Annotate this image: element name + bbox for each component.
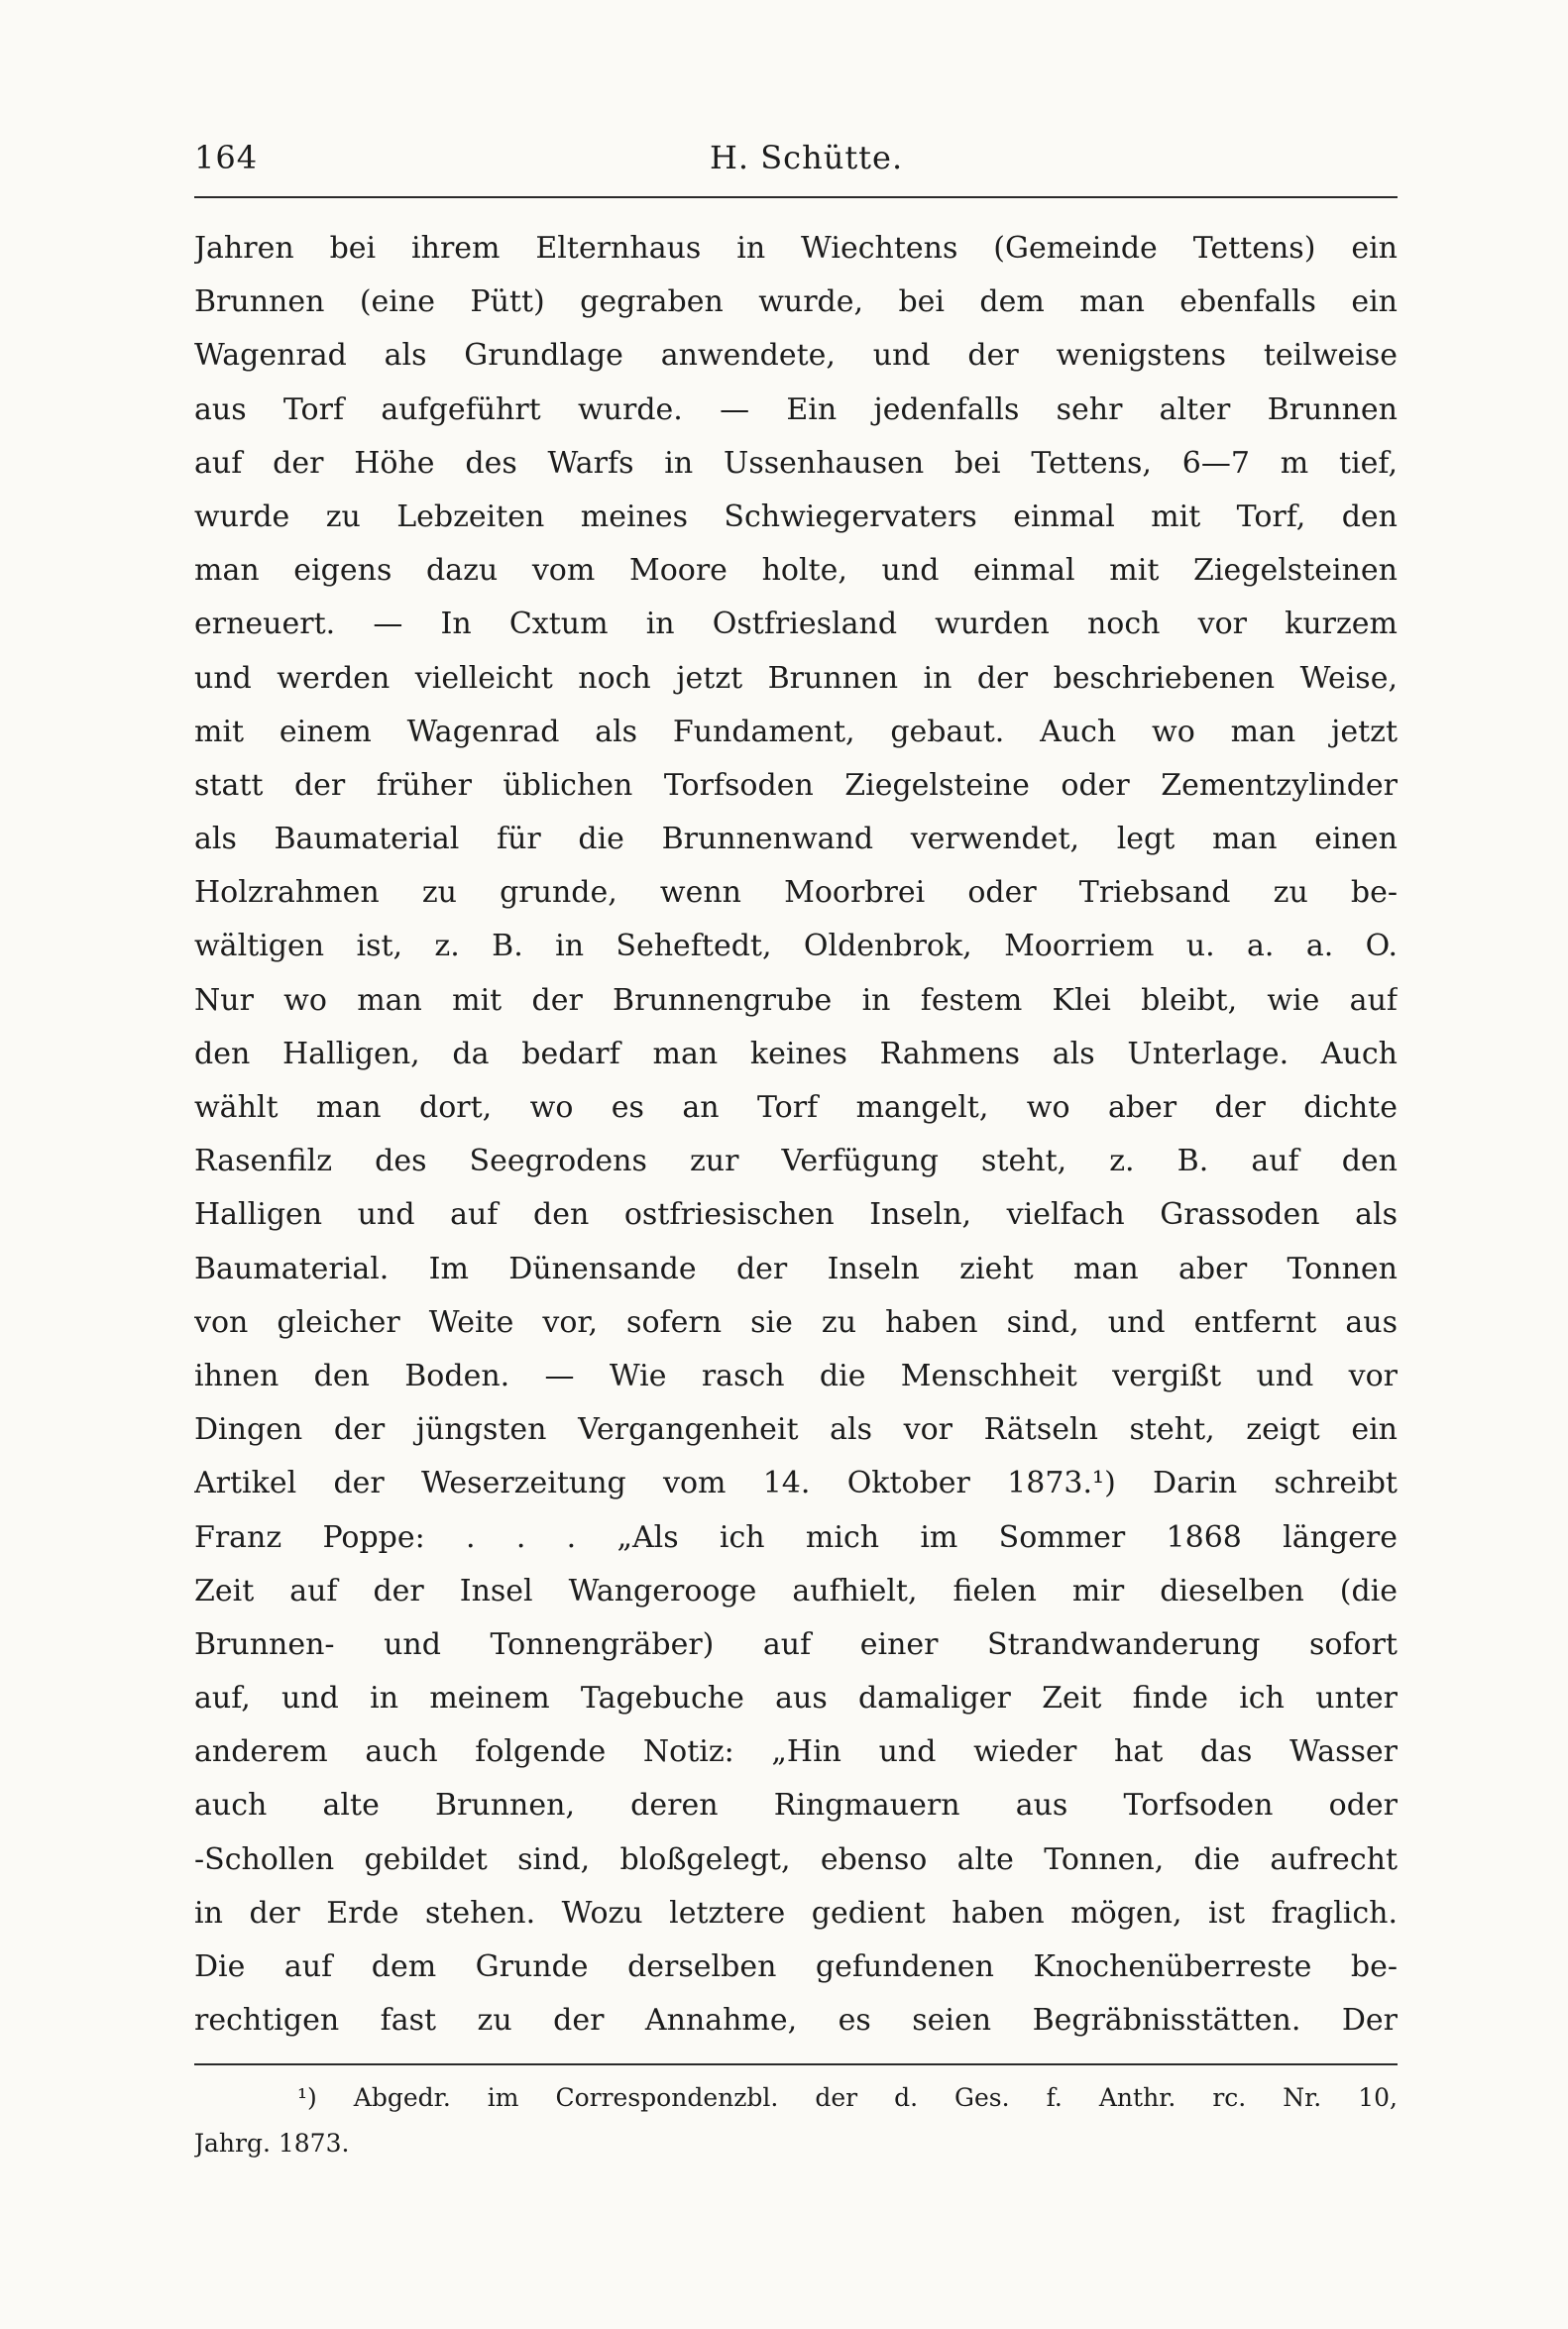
text-line: von gleicher Weite vor, sofern sie zu haben sind, und entfernt aus xyxy=(194,1304,1398,1340)
footnotes xyxy=(194,2075,1398,2166)
text-line: statt der früher üblichen Torfsoden Ziegelsteine oder Zementzylinder xyxy=(194,767,1398,803)
text-line: Holzrahmen zu grunde, wenn Moorbrei oder Triebsand zu be- xyxy=(194,875,1398,911)
text-line: und werden vielleicht noch jetzt Brunnen in der beschriebenen Weise, xyxy=(194,660,1398,696)
text-line: in der Erde stehen. Wozu letztere gedient haben mögen, ist fraglich. xyxy=(194,1895,1398,1931)
text-line: auf, und in meinem Tagebuche aus damaliger Zeit finde ich unter xyxy=(194,1681,1398,1717)
text-line: Rasenfilz des Seegrodens zur Verfügung steht, z. B. auf den xyxy=(194,1144,1398,1179)
text-line: auch alte Brunnen, deren Ringmauern aus Torfsoden oder xyxy=(194,1788,1398,1824)
text-line: aus Torf aufgeführt wurde. — Ein jedenfalls sehr alter Brunnen xyxy=(194,391,1398,427)
text-line: Franz Poppe: . . . „Als ich mich im Sommer 1868 längere xyxy=(194,1519,1398,1555)
text-line: Wagenrad als Grundlage anwendete, und der wenigstens teilweise xyxy=(194,338,1398,374)
page-number: 164 xyxy=(194,139,259,176)
body-text xyxy=(194,222,1398,2048)
text-line: ihnen den Boden. — Wie rasch die Menschheit vergißt und vor xyxy=(194,1358,1398,1393)
footnote-line: Jahrg. 1873. xyxy=(194,2129,350,2158)
text-line: wältigen ist, z. B. in Seheftedt, Oldenbrok, Moorriem u. a. a. O. xyxy=(194,929,1398,964)
text-line: -Schollen gebildet sind, bloßgelegt, ebenso alte Tonnen, die aufrecht xyxy=(194,1841,1398,1877)
footnote-line: ¹) Abgedr. im Correspondenzbl. der d. Ges. f. Anthr. rc. Nr. 10, xyxy=(297,2083,1398,2112)
text-line: Die auf dem Grunde derselben gefundenen Knochenüberreste be- xyxy=(194,1949,1398,1984)
text-line: Artikel der Weserzeitung vom 14. Oktober 1873.¹) Darin schreibt xyxy=(194,1466,1398,1501)
text-line: Halligen und auf den ostfriesischen Inseln, vielfach Grassoden als xyxy=(194,1197,1398,1233)
text-line: Zeit auf der Insel Wangerooge aufhielt, fielen mir dieselben (die xyxy=(194,1573,1398,1608)
footnote-rule xyxy=(194,2063,1398,2065)
text-line: Jahren bei ihrem Elternhaus in Wiechtens (Gemeinde Tettens) ein xyxy=(194,231,1398,266)
text-line: den Halligen, da bedarf man keines Rahmens als Unterlage. Auch xyxy=(194,1036,1398,1071)
running-head: H. Schütte. xyxy=(710,139,904,176)
text-line: rechtigen fast zu der Annahme, es seien Begräbnisstätten. Der xyxy=(194,2003,1398,2039)
text-line: Nur wo man mit der Brunnengrube in festem Klei bleibt, wie auf xyxy=(194,982,1398,1018)
text-line: wählt man dort, wo es an Torf mangelt, wo aber der dichte xyxy=(194,1090,1398,1125)
page-header xyxy=(194,139,1398,194)
text-line: Brunnen (eine Pütt) gegraben wurde, bei dem man ebenfalls ein xyxy=(194,284,1398,320)
text-line: mit einem Wagenrad als Fundament, gebaut. Auch wo man jetzt xyxy=(194,714,1398,749)
text-line: Dingen der jüngsten Vergangenheit als vor Rätseln steht, zeigt ein xyxy=(194,1412,1398,1448)
text-line: anderem auch folgende Notiz: „Hin und wieder hat das Wasser xyxy=(194,1734,1398,1770)
text-line: Brunnen- und Tonnengräber) auf einer Strandwanderung sofort xyxy=(194,1626,1398,1662)
text-line: Baumaterial. Im Dünensande der Inseln zieht man aber Tonnen xyxy=(194,1251,1398,1286)
text-line: man eigens dazu vom Moore holte, und einmal mit Ziegelsteinen xyxy=(194,553,1398,589)
text-line: auf der Höhe des Warfs in Ussenhausen bei Tettens, 6—7 m tief, xyxy=(194,445,1398,481)
text-line: als Baumaterial für die Brunnenwand verwendet, legt man einen xyxy=(194,822,1398,857)
header-rule xyxy=(194,196,1398,198)
text-line: erneuert. — In Cxtum in Ostfriesland wurden noch vor kurzem xyxy=(194,607,1398,642)
text-line: wurde zu Lebzeiten meines Schwiegervaters einmal mit Torf, den xyxy=(194,499,1398,534)
